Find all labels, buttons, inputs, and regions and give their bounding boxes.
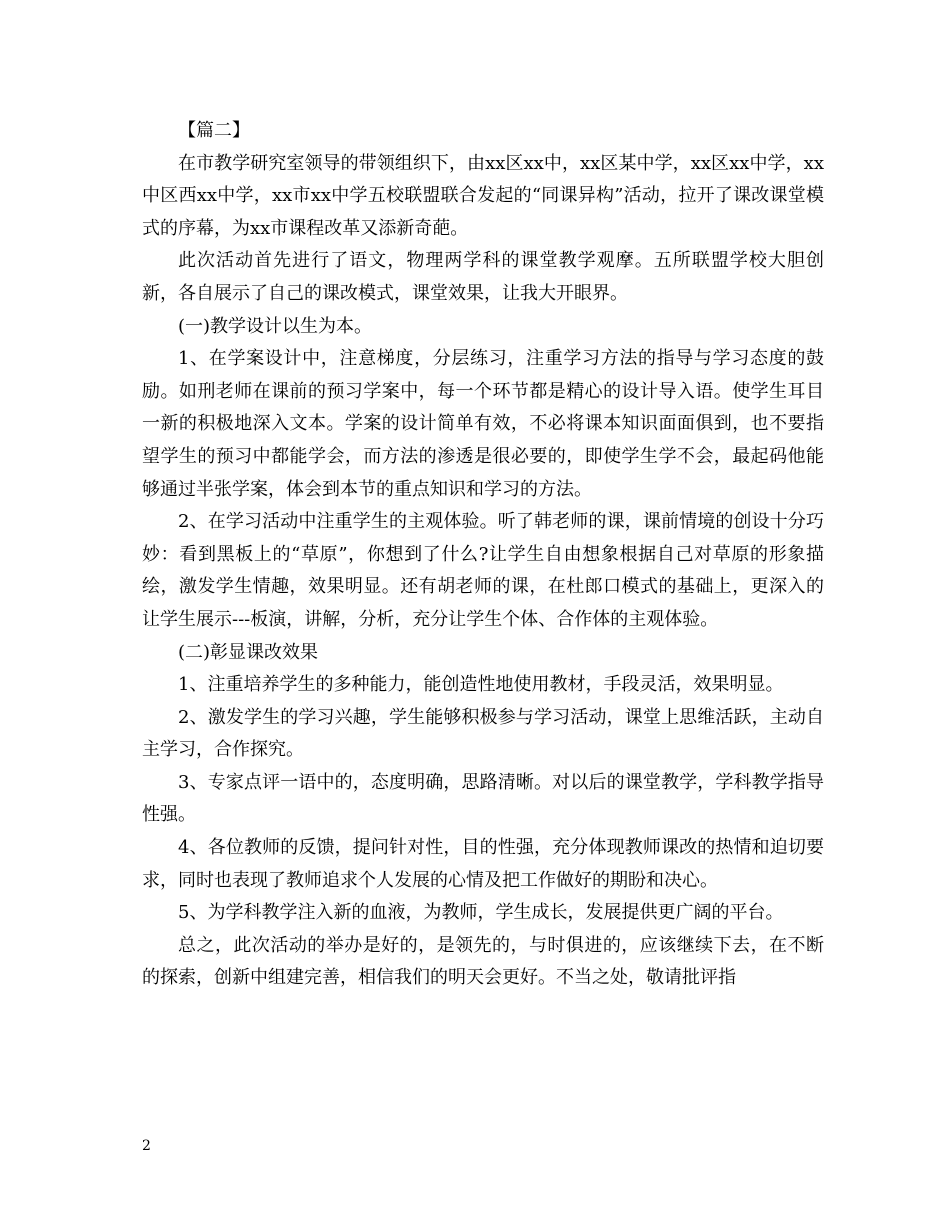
- subsection-heading: (二)彰显课改效果: [178, 641, 319, 663]
- paragraph: 2、激发学生的学习兴趣，学生能够积极参与学习活动，课堂上思维活跃，主动自主学习，合作探究。: [142, 706, 824, 761]
- section-heading: 【篇二】: [178, 120, 250, 141]
- page-number: 2: [142, 1138, 151, 1154]
- paragraph: 总之，此次活动的举办是好的，是领先的，与时俱进的，应该继续下去，在不断的探索，创新中组建完善，相信我们的明天会更好。不当之处，敬请批评指: [142, 934, 824, 989]
- paragraph: 在市教学研究室领导的带领组织下，由xx区xx中，xx区某中学，xx区xx中学，xx中区西xx中学，xx市xx中学五校联盟联合发起的“同课异构”活动，拉开了课改课堂模式的序幕，为xx市课程改革又添新奇葩。: [142, 152, 824, 239]
- paragraph: 1、在学案设计中，注意梯度，分层练习，注重学习方法的指导与学习态度的鼓励。如刑老师在课前的预习学案中，每一个环节都是精心的设计导入语。使学生耳目一新的积极地深入文本。学案的设计简单有效，不必将课本知识面面俱到，也不要指望学生的预习中都能学会，而方法的渗透是很必要的，即使学生学不会，最起码他能够通过半张学案，体会到本节的重点知识和学习的方法。: [142, 348, 824, 500]
- document-body: [142, 115, 824, 995]
- paragraph: 5、为学科教学注入新的血液，为教师，学生成长，发展提供更广阔的平台。: [178, 902, 784, 924]
- paragraph: 1、注重培养学生的多种能力，能创造性地使用教材，手段灵活，效果明显。: [178, 674, 784, 696]
- paragraph: 此次活动首先进行了语文，物理两学科的课堂教学观摩。五所联盟学校大胆创新，各自展示了自己的课改模式，课堂效果，让我大开眼界。: [142, 250, 824, 304]
- paragraph: 3、专家点评一语中的，态度明确，思路清晰。对以后的课堂教学，学科教学指导性强。: [142, 771, 824, 826]
- subsection-heading: (一)教学设计以生为本。: [178, 315, 373, 337]
- paragraph: 2、在学习活动中注重学生的主观体验。听了韩老师的课，课前情境的创设十分巧妙：看到黑板上的“草原”，你想到了什么?让学生自由想象根据自己对草原的形象描绘，激发学生情趣，效果明显。还有胡老师的课，在杜郎口模式的基础上，更深入的让学生展示---板演，讲解，分析，充分让学生个体、合作体的主观体验。: [142, 511, 824, 630]
- paragraph: 4、各位教师的反馈，提问针对性，目的性强，充分体现教师课改的热情和迫切要求，同时也表现了教师追求个人发展的心情及把工作做好的期盼和决心。: [142, 837, 824, 891]
